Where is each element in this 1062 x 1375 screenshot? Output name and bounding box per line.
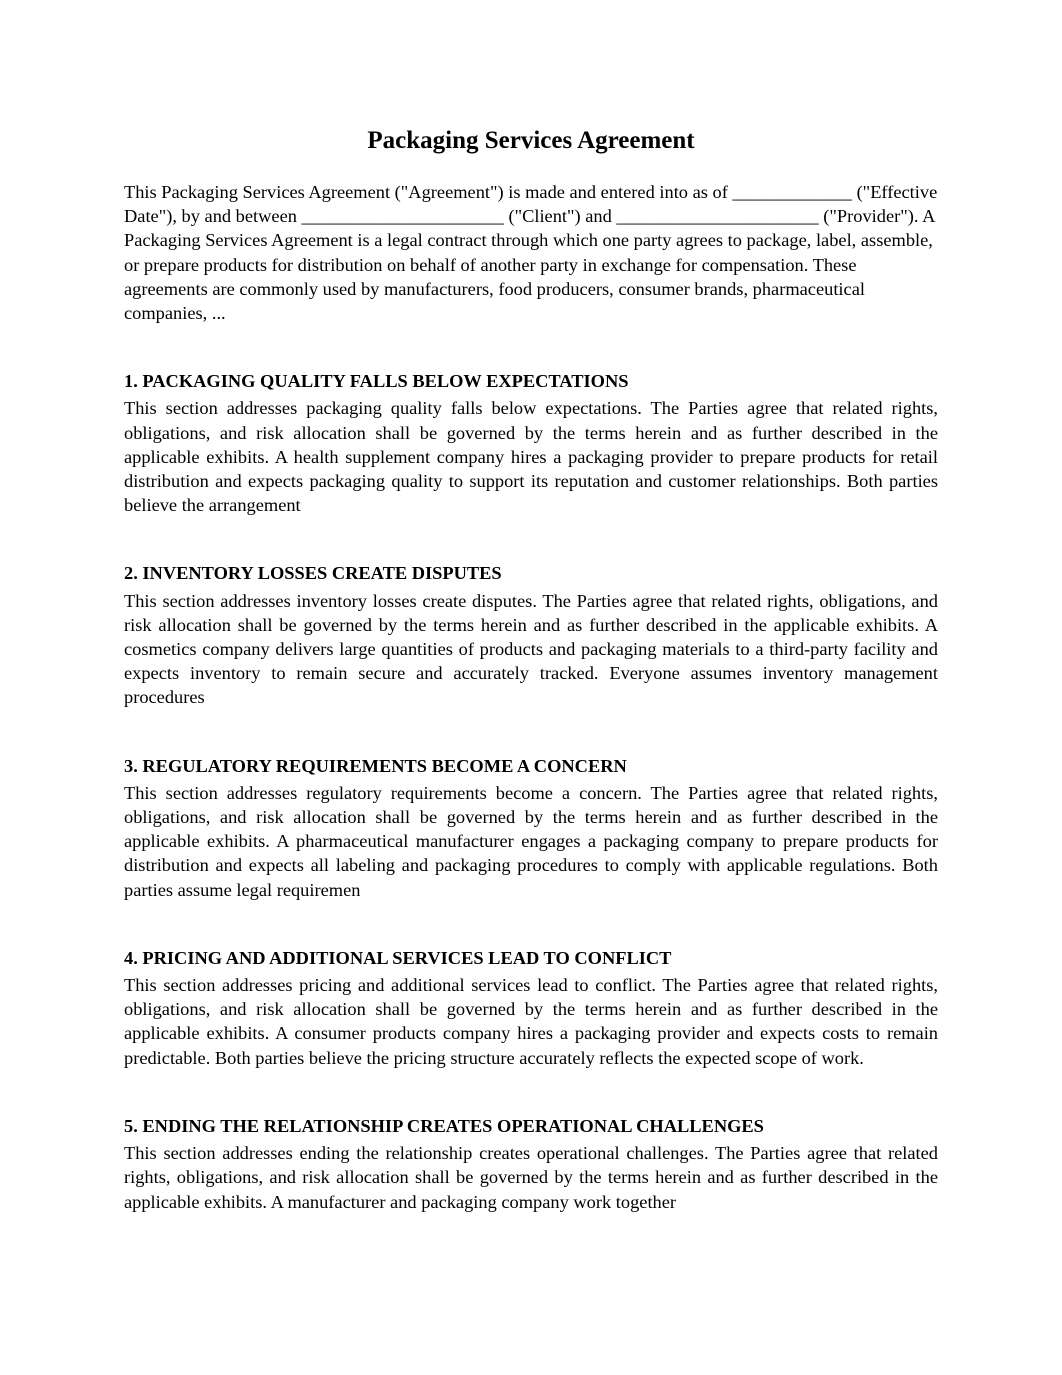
section-heading: 1. PACKAGING QUALITY FALLS BELOW EXPECTATIONS xyxy=(124,371,629,392)
section-heading: 4. PRICING AND ADDITIONAL SERVICES LEAD TO CONFLICT xyxy=(124,947,672,968)
section-body: This section addresses regulatory requirements become a concern. The Parties agree that related rights, obligations, and risk allocation shall be governed by the terms herein and as further described in the applicable exhibits. A pharmaceutical manufacturer engages a packaging company to prepare products for distribution and expects all labeling and packaging procedures to comply with applicable regulations. Both parties assume legal requiremen xyxy=(124,782,938,900)
section-4 xyxy=(124,946,938,1070)
section-1 xyxy=(124,369,938,517)
section-5 xyxy=(124,1114,938,1214)
document-content xyxy=(124,124,938,1214)
section-heading: 3. REGULATORY REQUIREMENTS BECOME A CONCERN xyxy=(124,755,627,776)
section-3 xyxy=(124,754,938,902)
document-title: Packaging Services Agreement xyxy=(367,127,695,154)
section-body: This section addresses ending the relationship creates operational challenges. The Parties agree that related rights, obligations, and risk allocation shall be governed by the terms herein and as further described in the applicable exhibits. A manufacturer and packaging company work together xyxy=(124,1143,938,1212)
section-body: This section addresses packaging quality falls below expectations. The Parties agree that related rights, obligations, and risk allocation shall be governed by the terms herein and as further described in the applicable exhibits. A health supplement company hires a packaging provider to prepare products for retail distribution and expects packaging quality to support its reputation and customer relationships. Both parties believe the arrangement xyxy=(124,398,938,516)
section-heading: 5. ENDING THE RELATIONSHIP CREATES OPERATIONAL CHALLENGES xyxy=(124,1115,764,1136)
section-2 xyxy=(124,561,938,709)
intro-paragraph: This Packaging Services Agreement ("Agreement") is made and entered into as of _____________ ("Effective Date"), by and between ______________________ ("Client") and ______________________ ("Provider"). A Packaging Services Agreement is a legal contract through which one party agrees to package, label, assemble, or prepare products for distribution on behalf of another party in exchange for compensation. These agreements are commonly used by manufacturers, food producers, consumer brands, pharmaceutical companies, ... xyxy=(124,182,938,324)
section-body: This section addresses inventory losses create disputes. The Parties agree that related rights, obligations, and risk allocation shall be governed by the terms herein and as further described in the applicable exhibits. A cosmetics company delivers large quantities of products and packaging materials to a third-party facility and expects inventory to remain secure and accurately tracked. Everyone assumes inventory management procedures xyxy=(124,590,938,708)
section-heading: 2. INVENTORY LOSSES CREATE DISPUTES xyxy=(124,563,502,584)
section-body: This section addresses pricing and additional services lead to conflict. The Parties agree that related rights, obligations, and risk allocation shall be governed by the terms herein and as further described in the applicable exhibits. A consumer products company hires a packaging provider and expects costs to remain predictable. Both parties believe the pricing structure accurately reflects the expected scope of work. xyxy=(124,975,938,1068)
